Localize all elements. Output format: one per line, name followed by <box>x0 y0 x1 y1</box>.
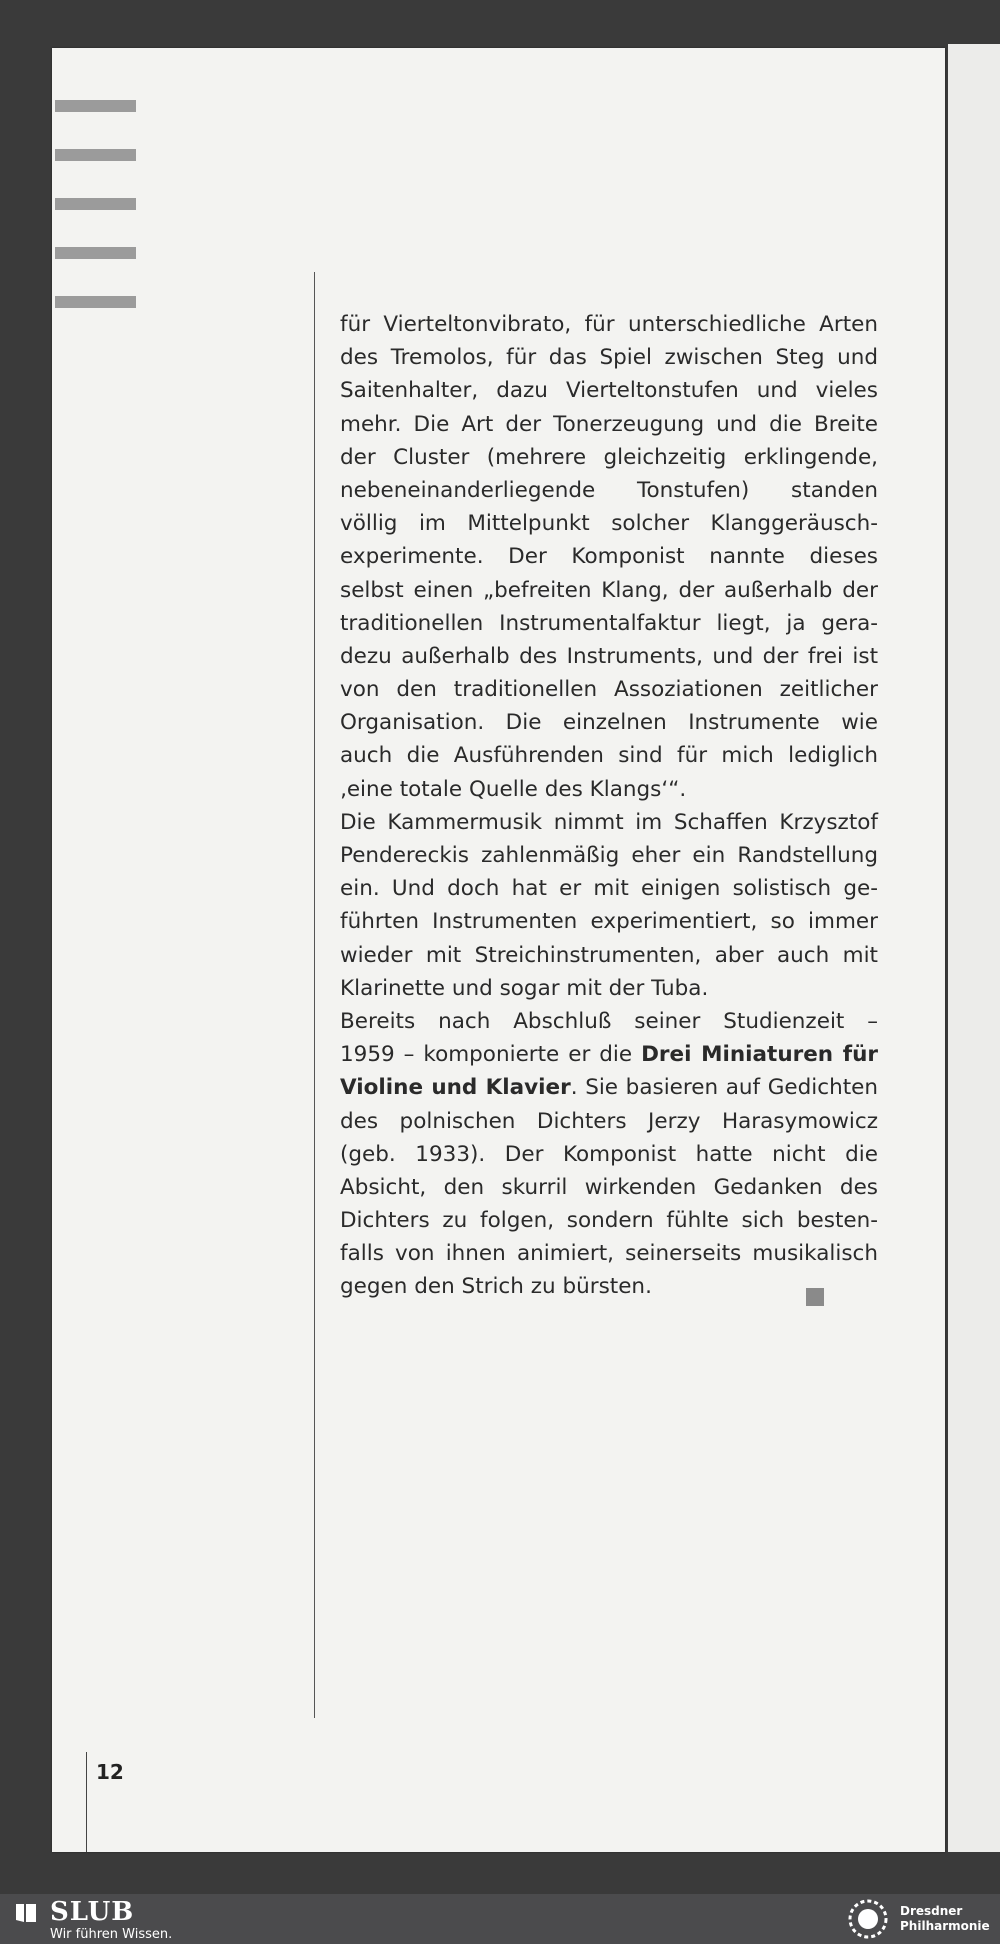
text-line: Dichters zu folgen, sondern fühlte sich besten- <box>340 1208 878 1234</box>
text-line: von den traditionellen Assoziationen zeitlicher <box>340 677 878 703</box>
text-segment: 1959 – komponierte er die <box>340 1042 642 1068</box>
text-line: der Cluster (mehrere gleichzeitig erklingende, <box>340 444 878 470</box>
text-line: selbst einen „befreiten Klang, der außerhalb der <box>340 577 878 603</box>
decorative-bar <box>55 296 136 308</box>
work-title: Violine und Klavier <box>340 1075 571 1101</box>
end-of-article-mark <box>806 1288 824 1306</box>
text-line: Organisation. Die einzelnen Instrumente wie <box>340 710 878 736</box>
text-line: auch die Ausführenden sind für mich lediglich <box>340 743 878 769</box>
text-line: ein. Und doch hat er mit einigen solistisch ge- <box>340 876 878 902</box>
philharmonie-logo-icon <box>842 1898 894 1940</box>
text-line <box>340 1038 878 1071</box>
text-line: Die Kammermusik nimmt im Schaffen Krzysztof <box>340 809 878 835</box>
decorative-bar <box>55 247 136 259</box>
text-segment: . Sie basieren auf Gedichten <box>570 1075 879 1101</box>
decorative-bar <box>55 100 136 112</box>
adjacent-page-edge <box>948 44 1000 1852</box>
page-number-rule <box>86 1752 87 1852</box>
partner-name-line2: Philharmonie <box>900 1919 990 1933</box>
text-line: Absicht, den skurril wirkenden Gedanken des <box>340 1174 878 1200</box>
text-line: (geb. 1933). Der Komponist hatte nicht die <box>340 1141 878 1167</box>
work-title: Drei Miniaturen für <box>641 1042 878 1068</box>
body-text <box>340 308 878 1304</box>
partner-name-line1: Dresdner <box>900 1904 963 1918</box>
slub-logo-text: SLUB <box>50 1897 135 1927</box>
text-line: Pendereckis zahlenmäßig eher ein Randstellung <box>340 843 878 868</box>
column-divider <box>314 272 315 1718</box>
text-line: dezu außerhalb des Instruments, und der frei ist <box>340 643 878 669</box>
text-line: mehr. Die Art der Tonerzeugung und die Breite <box>340 411 878 437</box>
slub-tagline: Wir führen Wissen. <box>50 1927 173 1942</box>
text-line: wieder mit Streichinstrumenten, aber auch mit <box>340 942 878 968</box>
text-line: nebeneinanderliegende Tonstufen) standen <box>340 477 878 503</box>
text-line: des Tremolos, für das Spiel zwischen Steg und <box>340 345 878 371</box>
partner-logo-text <box>900 1904 990 1934</box>
text-line: für Vierteltonvibrato, für unterschiedliche Arten <box>340 312 878 337</box>
text-line: traditionellen Instrumentalfaktur liegt, ja gera- <box>340 610 878 636</box>
text-line <box>340 1071 878 1104</box>
footer-bar <box>0 1894 1000 1944</box>
page-number: 12 <box>96 1760 124 1784</box>
text-line: des polnischen Dichters Jerzy Harasymowicz <box>340 1108 878 1134</box>
text-line: führten Instrumenten experimentiert, so immer <box>340 909 878 935</box>
slub-book-icon <box>14 1901 38 1925</box>
text-line: völlig im Mittelpunkt solcher Klanggeräusch- <box>340 511 878 537</box>
decorative-bar <box>55 198 136 210</box>
text-line: Bereits nach Abschluß seiner Studienzeit – <box>340 1008 878 1034</box>
decorative-bar <box>55 149 136 161</box>
text-line: gegen den Strich zu bürsten. <box>340 1274 652 1300</box>
text-line: Saitenhalter, dazu Vierteltonstufen und vieles <box>340 378 878 404</box>
text-line: experimente. Der Komponist nannte dieses <box>340 544 878 570</box>
text-line: ‚eine totale Quelle des Klangs‘“. <box>340 776 687 802</box>
text-line: falls von ihnen animiert, seinerseits musikalisch <box>340 1241 878 1267</box>
text-line: Klarinette und sogar mit der Tuba. <box>340 975 709 1001</box>
